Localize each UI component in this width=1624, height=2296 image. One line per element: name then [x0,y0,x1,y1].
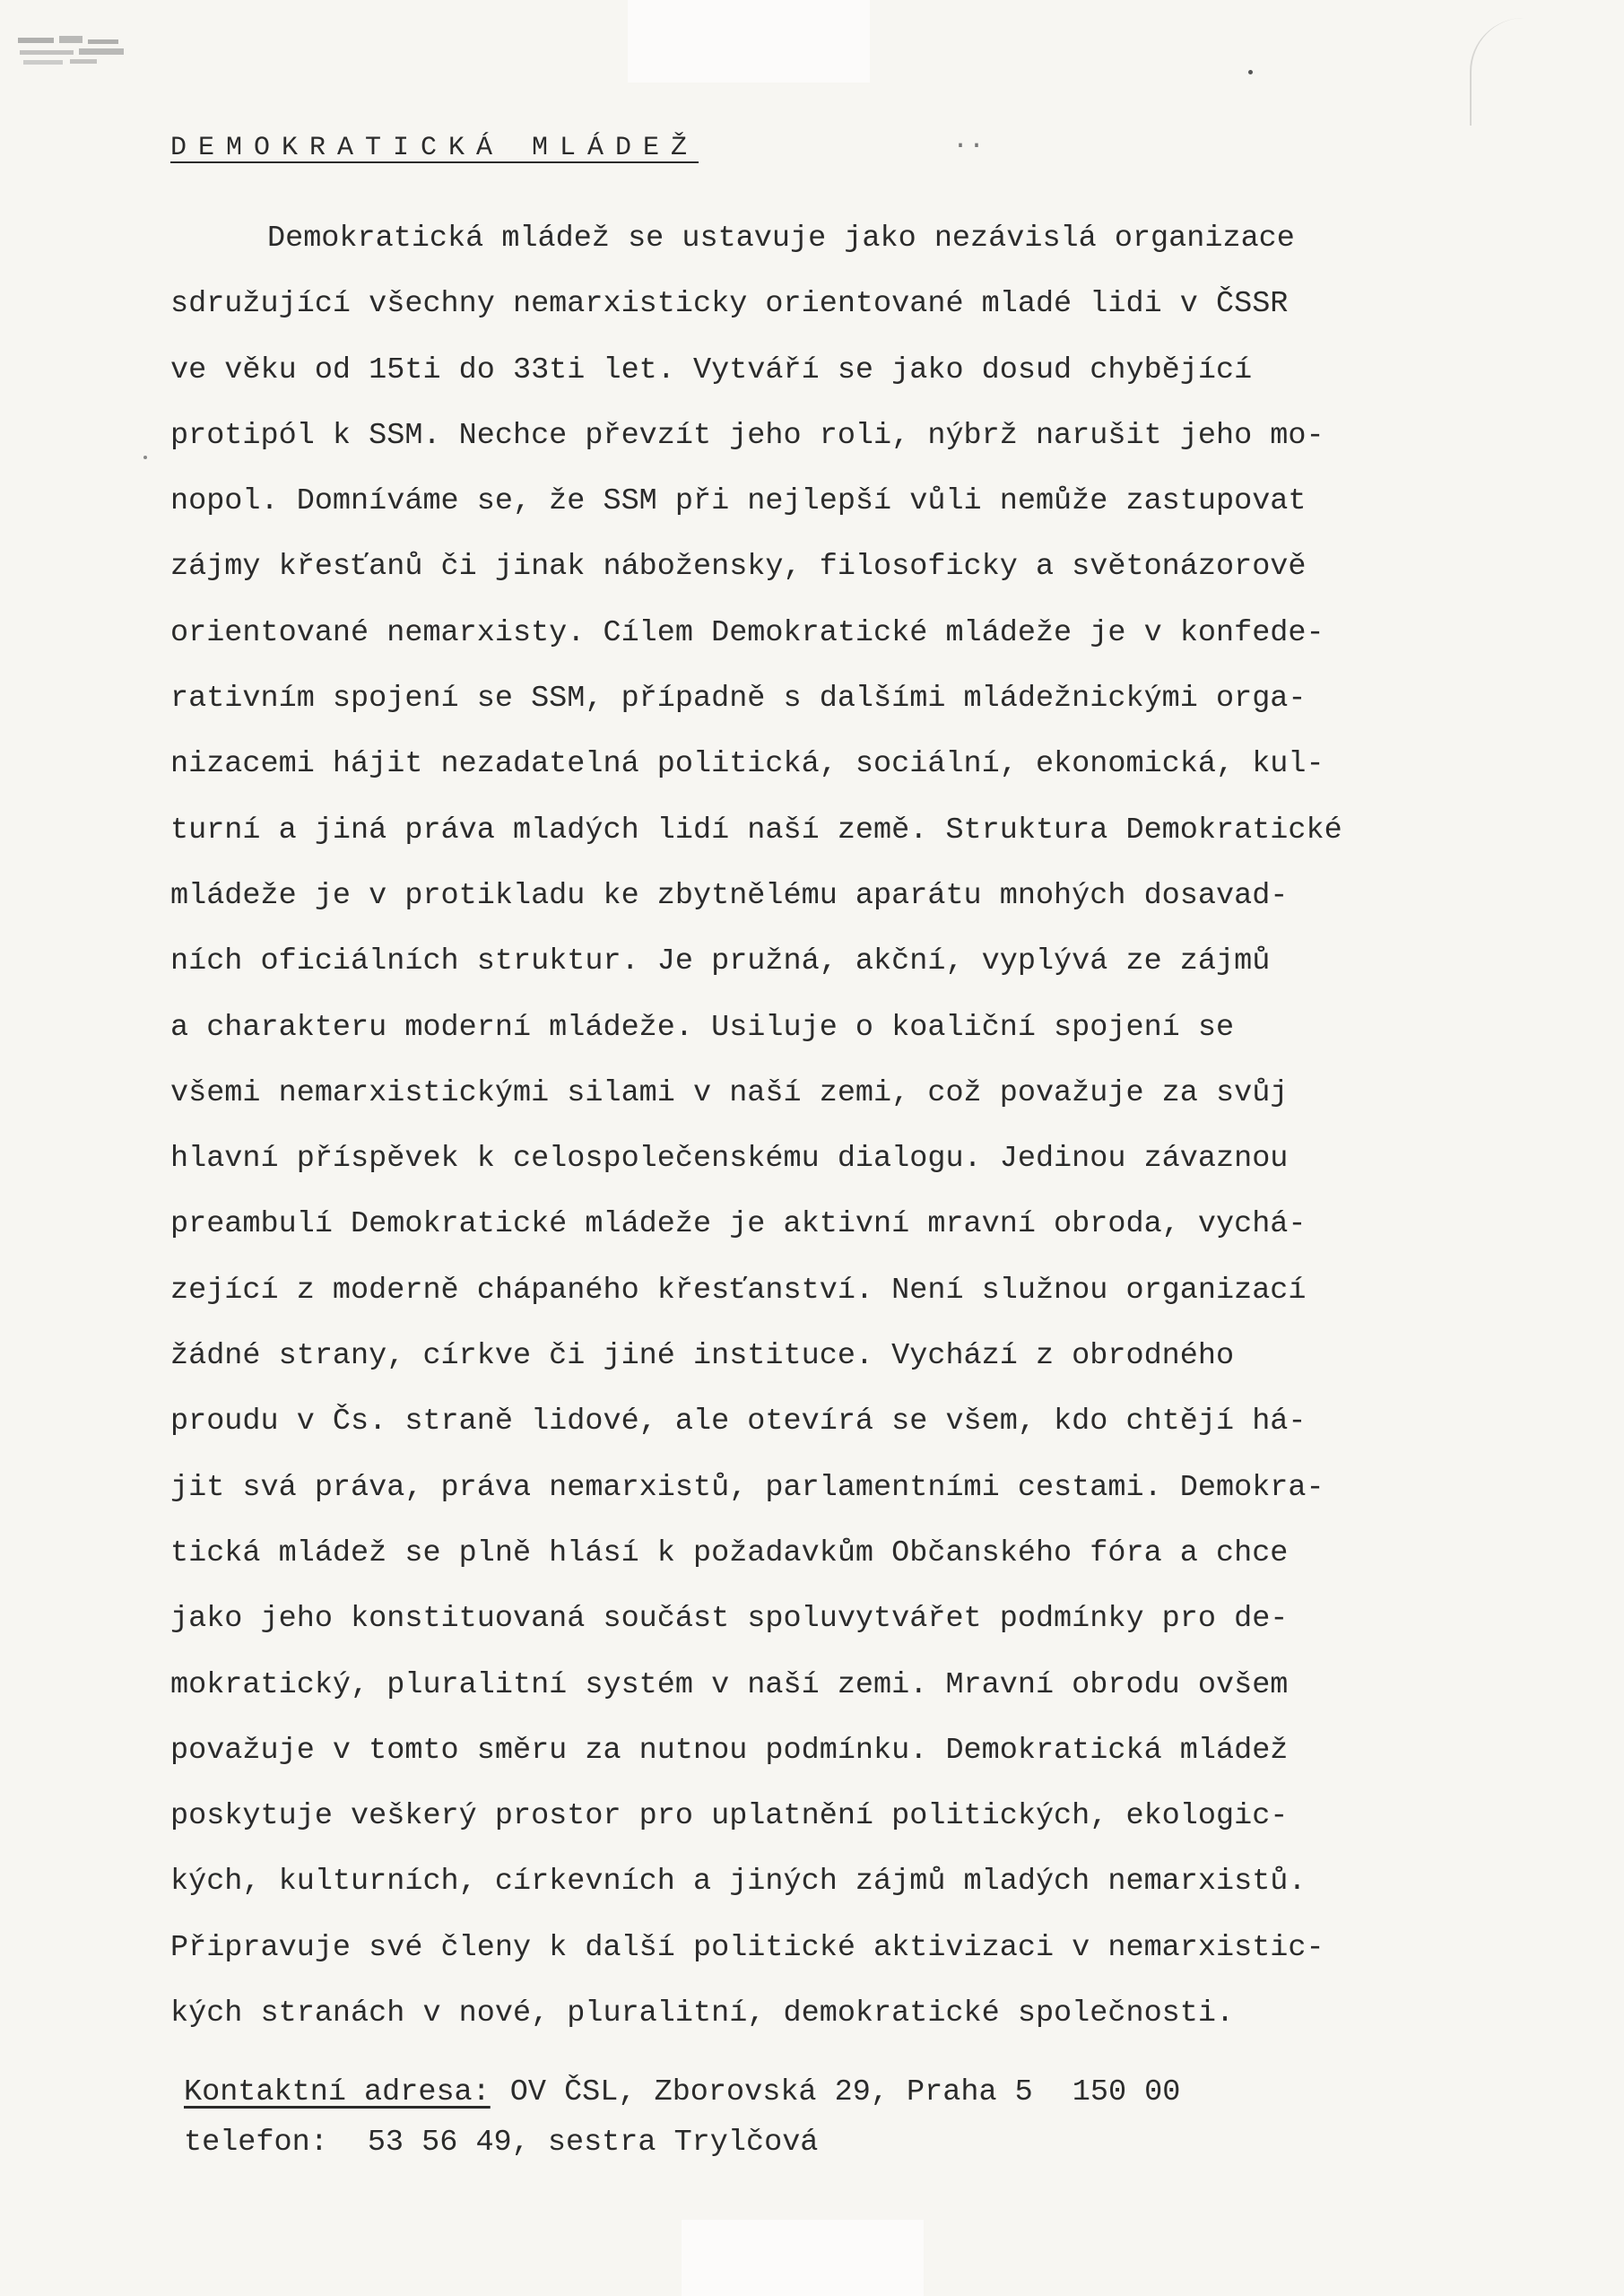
body-line: sdružující všechny nemarxisticky orientované mladé lidi v ČSSR [170,287,1289,322]
body-line: mládeže je v protikladu ke zbytnělému aparátu mnohých dosavad- [170,878,1289,913]
contact-address-label: Kontaktní adresa: [184,2075,491,2109]
body-line: a charakteru moderní mládeže. Usiluje o koaliční spojení se [170,1010,1235,1045]
body-line: ních oficiálních struktur. Je pružná, akční, vyplývá ze zájmů [170,944,1271,979]
body-line: Demokratická mládež se ustavuje jako nezávislá organizace [267,222,1295,256]
tape-mark-bottom [682,2220,924,2296]
contact-block [184,2067,1180,2168]
contact-phone-label: telefon: [184,2126,328,2160]
body-line: ve věku od 15ti do 33ti let. Vytváří se jako dosud chybějící [170,352,1253,387]
body-line: tická mládež se plně hlásí k požadavkům Občanského fóra a chce [170,1535,1289,1570]
body-line: kých stranách v nové, pluralitní, demokratické společnosti. [170,1996,1235,2031]
contact-phone-row [184,2118,1180,2168]
body-line: protipól k SSM. Nechce převzít jeho roli, nýbrž narušit jeho mo- [170,418,1324,453]
ink-dot [1248,70,1253,74]
contact-postcode: 150 00 [1072,2075,1181,2109]
body-line: poskytuje veškerý prostor pro uplatnění politických, ekologic- [170,1799,1289,1834]
body-line: preambulí Demokratické mládeže je aktivní mravní obroda, vychá- [170,1207,1307,1242]
document-body [170,206,1489,2047]
page-fold-mark [1470,18,1624,126]
body-line: kých, kulturních, církevních a jiných zájmů mladých nemarxistů. [170,1865,1307,1900]
body-line: orientované nemarxisty. Cílem Demokratické mládeže je v konfede- [170,615,1324,650]
body-line: žádné strany, církve či jiné instituce. Vychází z obrodného [170,1339,1235,1374]
body-line: nizacemi hájit nezadatelná politická, sociální, ekonomická, kul- [170,747,1324,782]
body-line: všemi nemarxistickými silami v naší zemi, což považuje za svůj [170,1075,1289,1110]
body-line: jako jeho konstituovaná součást spoluvytvářet podmínky pro de- [170,1602,1289,1637]
body-line: mokratický, pluralitní systém v naší zemi. Mravní obrodu ovšem [170,1667,1289,1702]
body-line: rativním spojení se SSM, případně s dalšími mládežnickými orga- [170,682,1307,717]
contact-phone: 53 56 49, sestra Trylčová [367,2126,819,2160]
title-trailing-marks: .. [952,126,986,156]
tape-mark-top [628,0,870,83]
archive-stamp-mark [16,32,151,72]
body-line: turní a jiná práva mladých lidí naší země. Struktura Demokratické [170,813,1342,848]
contact-address-row [184,2067,1180,2118]
body-line: jit svá práva, práva nemarxistů, parlamentními cestami. Demokra- [170,1470,1324,1505]
body-line: nopol. Domníváme se, že SSM při nejlepší vůli nemůže zastupovat [170,484,1307,519]
body-line: proudu v Čs. straně lidové, ale otevírá se všem, kdo chtějí há- [170,1405,1307,1439]
ink-dot [143,456,147,459]
body-line: zájmy křesťanů či jinak nábožensky, filosoficky a světonázorově [170,550,1307,585]
body-line: zející z moderně chápaného křesťanství. Není služnou organizací [170,1273,1307,1308]
contact-address: OV ČSL, Zborovská 29, Praha 5 [509,2075,1033,2109]
body-line: Připravuje své členy k další politické aktivizaci v nemarxistic- [170,1930,1324,1965]
document-title: DEMOKRATICKÁ MLÁDEŽ [170,133,699,163]
body-line: považuje v tomto směru za nutnou podmínku. Demokratická mládež [170,1733,1289,1768]
body-line: hlavní příspěvek k celospolečenskému dialogu. Jedinou závaznou [170,1142,1289,1177]
